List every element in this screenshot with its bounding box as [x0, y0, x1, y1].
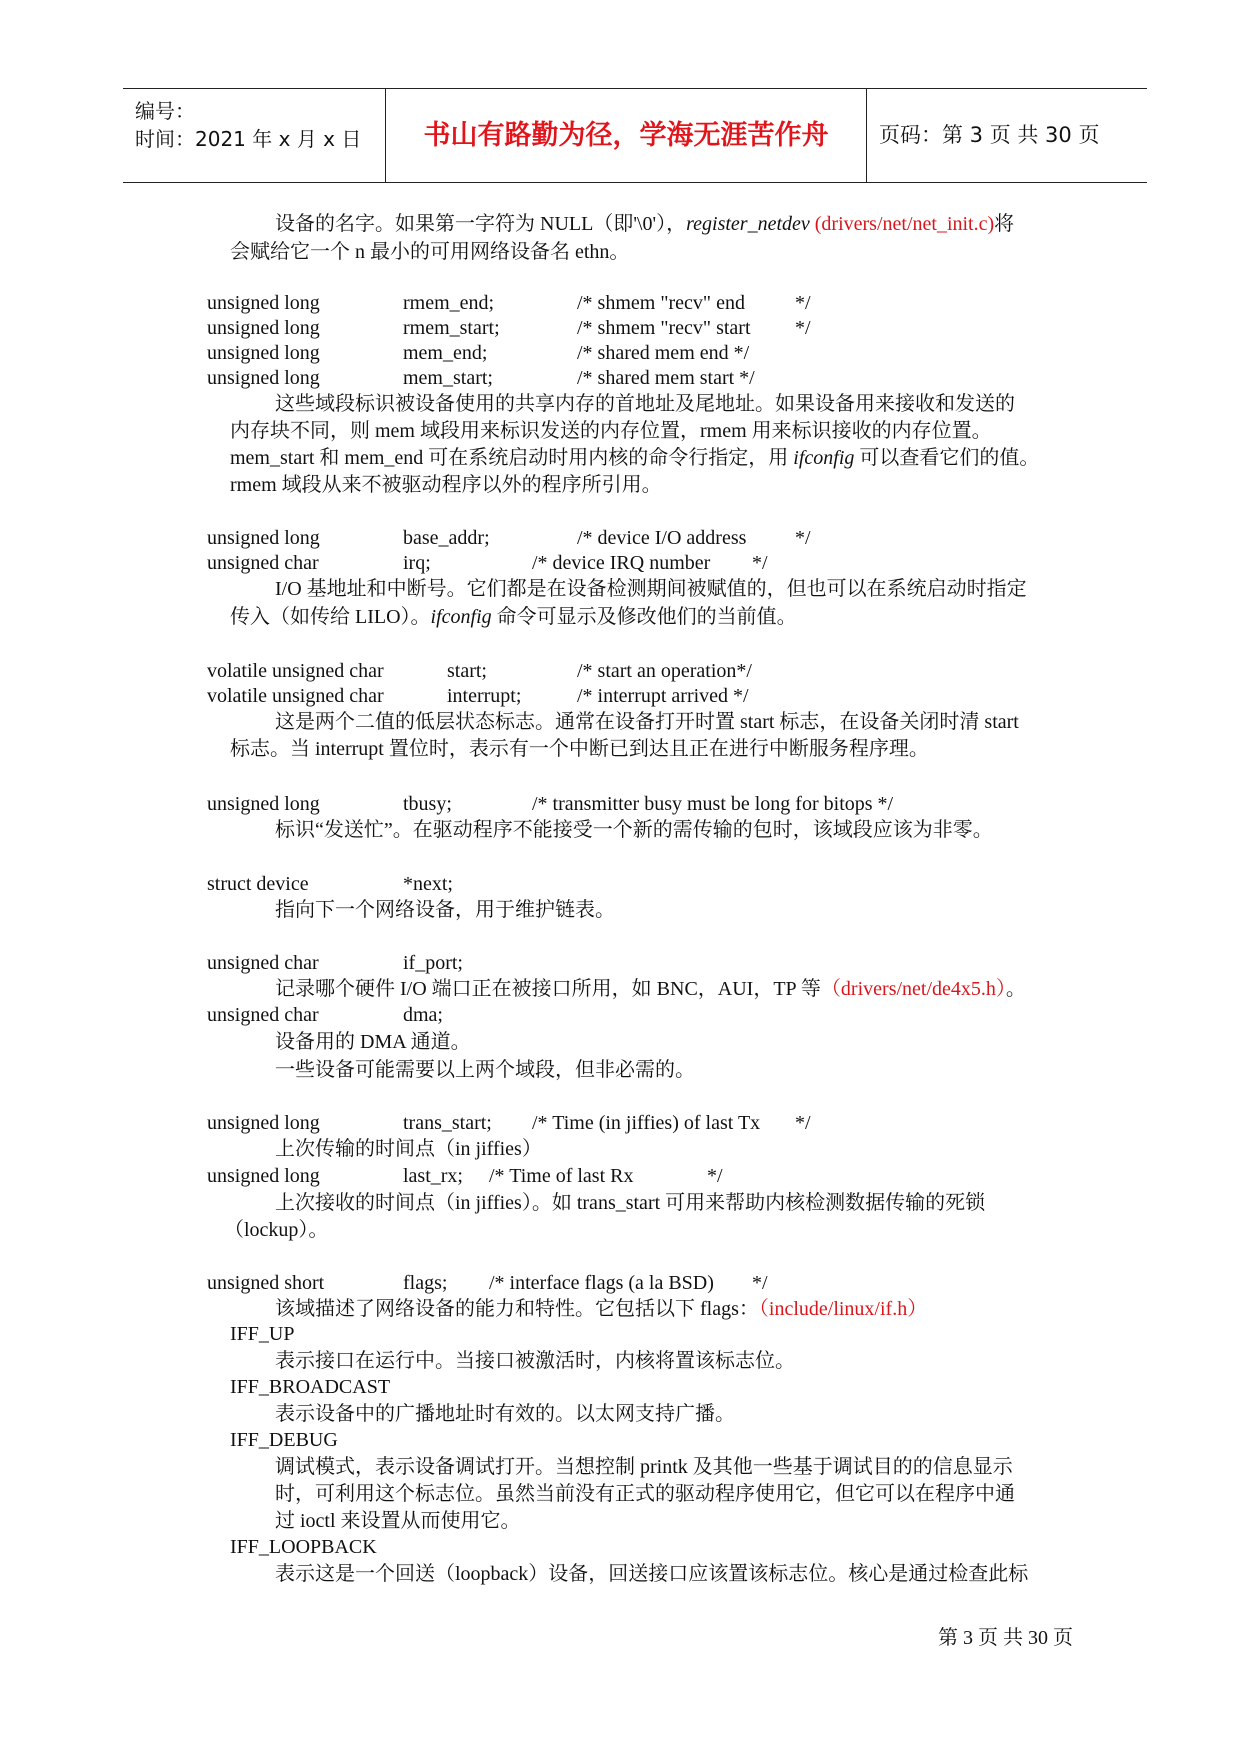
- flag-description: 过 ioctl 来设置从而使用它。: [275, 1510, 521, 1532]
- field-name: dma;: [403, 1004, 443, 1026]
- field-type: unsigned long: [207, 793, 320, 815]
- field-name: last_rx;: [403, 1165, 463, 1187]
- field-name: tbusy;: [403, 793, 452, 815]
- paragraph-line: 这些域段标识被设备使用的共享内存的首地址及尾地址。如果设备用来接收和发送的: [275, 393, 1015, 415]
- paragraph-line: 指向下一个网络设备，用于维护链表。: [275, 899, 615, 921]
- field-comment: /* interface flags (a la BSD): [489, 1272, 714, 1294]
- paragraph-line: [230, 604, 797, 630]
- flag-name: IFF_LOOPBACK: [230, 1536, 377, 1558]
- command-name: ifconfig: [430, 606, 492, 628]
- field-name: flags;: [403, 1272, 448, 1294]
- text: 。: [1005, 978, 1026, 1000]
- flag-name: IFF_DEBUG: [230, 1429, 338, 1451]
- page-header: [123, 88, 1147, 183]
- field-name: rmem_start;: [403, 317, 500, 339]
- comment-end: */: [707, 1165, 723, 1187]
- text: 可以查看它们的值。: [854, 447, 1040, 469]
- field-comment: /* transmitter busy must be long for bitops */: [532, 793, 894, 815]
- document-number-label: 编号：: [135, 99, 195, 123]
- text: 传入（如传给 LILO）。: [230, 606, 431, 628]
- field-name: rmem_end;: [403, 292, 495, 314]
- field-comment: /* shmem "recv" end: [577, 292, 745, 314]
- text: mem_start 和 mem_end 可在系统启动时用内核的命令行指定，用: [230, 447, 794, 469]
- header-motto: 书山有路勤为径，学海无涯苦作舟: [423, 120, 829, 151]
- comment-end: */: [752, 552, 768, 574]
- field-type: volatile unsigned char: [207, 685, 384, 707]
- source-path: （include/linux/if.h）: [758, 1298, 928, 1320]
- flag-description: 调试模式，表示设备调试打开。当想控制 printk 及其他一些基于调试目的的信息显示: [275, 1456, 1013, 1478]
- text: 记录哪个硬件 I/O 端口正在被接口所用，如 BNC，AUI，TP 等: [275, 978, 821, 1000]
- paragraph-line: 一些设备可能需要以上两个域段，但非必需的。: [275, 1059, 695, 1081]
- paragraph-line: [275, 211, 1014, 237]
- paragraph-line: 标志。当 interrupt 置位时，表示有一个中断已到达且正在进行中断服务程序理。: [230, 738, 929, 760]
- flag-description: 表示这是一个回送（loopback）设备，回送接口应该置该标志位。核心是通过检查此标: [275, 1563, 1029, 1585]
- field-name: *next;: [403, 873, 453, 895]
- paragraph-line: [275, 1296, 927, 1322]
- paragraph-line: rmem 域段从来不被驱动程序以外的程序所引用。: [230, 474, 662, 496]
- header-motto-cell: [386, 89, 867, 182]
- field-type: unsigned long: [207, 527, 320, 549]
- field-type: unsigned char: [207, 1004, 319, 1026]
- paragraph-line: 会赋给它一个 n 最小的可用网络设备名 ethn。: [230, 241, 630, 263]
- header-info-cell: [123, 89, 386, 182]
- comment-end: */: [795, 317, 811, 339]
- comment-end: */: [752, 1272, 768, 1294]
- field-comment: /* Time of last Rx: [489, 1165, 634, 1187]
- field-name: mem_start;: [403, 367, 493, 389]
- field-type: unsigned long: [207, 367, 320, 389]
- field-name: if_port;: [403, 952, 463, 974]
- field-comment: /* start an operation*/: [577, 660, 752, 682]
- comment-end: */: [795, 527, 811, 549]
- header-page-cell: [867, 89, 1147, 182]
- text: 将: [994, 213, 1015, 235]
- paragraph-line: I/O 基地址和中断号。它们都是在设备检测期间被赋值的，但也可以在系统启动时指定: [275, 578, 1027, 600]
- paragraph-line: 上次接收的时间点（in jiffies）。如 trans_start 可用来帮助内核检测数据传输的死锁: [275, 1192, 986, 1214]
- field-comment: /* interrupt arrived */: [577, 685, 749, 707]
- paragraph-line: 上次传输的时间点（in jiffies）: [275, 1138, 542, 1160]
- field-name: interrupt;: [447, 685, 522, 707]
- field-comment: /* device I/O address: [577, 527, 747, 549]
- paragraph-line: 内存块不同，则 mem 域段用来标识发送的内存位置，rmem 用来标识接收的内存位置。: [230, 420, 992, 442]
- field-comment: /* shared mem start */: [577, 367, 755, 389]
- flag-description: 表示接口在运行中。当接口被激活时，内核将置该标志位。: [275, 1350, 795, 1372]
- paragraph-line: 设备用的 DMA 通道。: [275, 1031, 471, 1053]
- paragraph-line: 这是两个二值的低层状态标志。通常在设备打开时置 start 标志，在设备关闭时清 start: [275, 711, 1019, 733]
- text: 设备的名字。如果第一字符为 NULL（即'\0'），: [275, 213, 687, 235]
- field-type: unsigned long: [207, 317, 320, 339]
- field-comment: /* shared mem end */: [577, 342, 750, 364]
- command-name: ifconfig: [793, 447, 855, 469]
- function-name: register_netdev: [686, 213, 810, 235]
- field-type: unsigned short: [207, 1272, 325, 1294]
- paragraph-line: 标识“发送忙”。在驱动程序不能接受一个新的需传输的包时，该域段应该为非零。: [275, 819, 993, 841]
- flag-description: 表示设备中的广播地址时有效的。以太网支持广播。: [275, 1403, 735, 1425]
- comment-end: */: [795, 292, 811, 314]
- field-comment: /* shmem "recv" start: [577, 317, 751, 339]
- field-type: unsigned char: [207, 952, 319, 974]
- comment-end: */: [795, 1112, 811, 1134]
- field-type: unsigned long: [207, 342, 320, 364]
- field-comment: /* Time (in jiffies) of last Tx: [532, 1112, 761, 1134]
- field-name: base_addr;: [403, 527, 490, 549]
- field-name: irq;: [403, 552, 431, 574]
- field-comment: /* device IRQ number: [532, 552, 711, 574]
- field-type: unsigned long: [207, 1112, 320, 1134]
- text: 命令可显示及修改他们的当前值。: [491, 606, 797, 628]
- field-type: unsigned char: [207, 552, 319, 574]
- paragraph-line: [230, 445, 1039, 471]
- field-name: start;: [447, 660, 487, 682]
- header-page-number: 页码：第 3 页 共 30 页: [879, 123, 1100, 147]
- field-type: struct device: [207, 873, 309, 895]
- field-name: trans_start;: [403, 1112, 492, 1134]
- source-path: （drivers/net/de4x5.h）: [820, 978, 1006, 1000]
- paragraph-line: （lockup）。: [224, 1219, 329, 1241]
- flag-description: 时，可利用这个标志位。虽然当前没有正式的驱动程序使用它，但它可以在程序中通: [275, 1483, 1015, 1505]
- field-type: unsigned long: [207, 1165, 320, 1187]
- flag-name: IFF_UP: [230, 1323, 295, 1345]
- flag-name: IFF_BROADCAST: [230, 1376, 391, 1398]
- source-path: (drivers/net/net_init.c): [814, 213, 995, 235]
- text: 该域描述了网络设备的能力和特性。它包括以下 flags：: [275, 1298, 759, 1320]
- field-name: mem_end;: [403, 342, 488, 364]
- page-footer: 第 3 页 共 30 页: [938, 1627, 1073, 1649]
- document-time-label: 时间：2021 年 x 月 x 日: [135, 127, 362, 151]
- field-type: unsigned long: [207, 292, 320, 314]
- paragraph-line: [275, 976, 1026, 1002]
- field-type: volatile unsigned char: [207, 660, 384, 682]
